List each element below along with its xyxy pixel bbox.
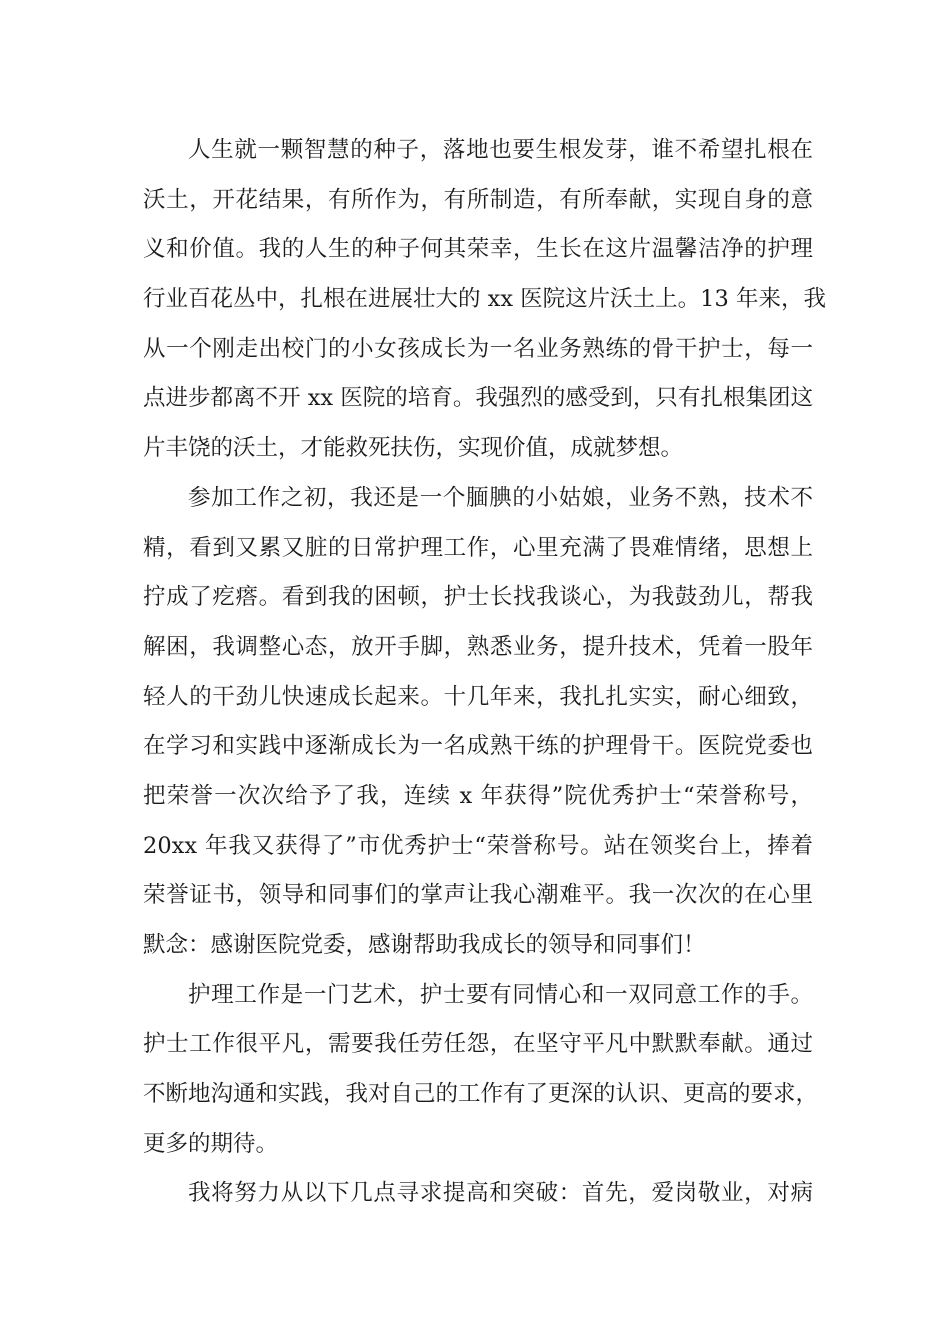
text-line: 参加工作之初，我还是一个腼腆的小姑娘，业务不熟，技术不 xyxy=(188,484,813,511)
paragraph xyxy=(143,474,813,971)
text-line: 在学习和实践中逐渐成长为一名成熟干练的护理骨干。医院党委也 xyxy=(143,733,813,760)
text-line: 点进步都离不开 xx 医院的培育。我强烈的感受到，只有扎根集团这 xyxy=(143,385,813,412)
text-line: 不断地沟通和实践，我对自己的工作有了更深的认识、更高的要求， xyxy=(143,1081,819,1108)
text-line: 20xx 年我又获得了”市优秀护士“荣誉称号。站在领奖台上，捧着 xyxy=(143,832,813,859)
text-line: 精，看到又累又脏的日常护理工作，心里充满了畏难情绪，思想上 xyxy=(143,534,813,561)
text-line: 把荣誉一次次给予了我，连续 x 年获得”院优秀护士“荣誉称号， xyxy=(143,782,813,809)
paragraph xyxy=(143,971,819,1170)
paragraph xyxy=(143,126,826,474)
text-line: 轻人的干劲儿快速成长起来。十几年来，我扎扎实实，耐心细致， xyxy=(143,683,813,710)
text-line: 默念：感谢医院党委，感谢帮助我成长的领导和同事们！ xyxy=(143,932,706,958)
text-line: 我将努力从以下几点寻求提高和突破：首先，爱岗敬业，对病 xyxy=(188,1180,813,1207)
paragraph xyxy=(143,1169,813,1219)
text-line: 片丰饶的沃土，才能救死扶伤，实现价值，成就梦想。 xyxy=(143,435,684,462)
text-line: 护士工作很平凡，需要我任劳任怨，在坚守平凡中默默奉献。通过 xyxy=(143,1031,813,1058)
text-line: 解困，我调整心态，放开手脚，熟悉业务，提升技术，凭着一股年 xyxy=(143,633,813,660)
text-line: 护理工作是一门艺术，护士要有同情心和一双同意工作的手。 xyxy=(188,981,813,1008)
document-body xyxy=(143,126,826,1219)
text-line: 义和价值。我的人生的种子何其荣幸，生长在这片温馨洁净的护理 xyxy=(143,236,813,263)
text-line: 荣誉证书，领导和同事们的掌声让我心潮难平。我一次次的在心里 xyxy=(143,882,813,909)
text-line: 人生就一颗智慧的种子，落地也要生根发芽，谁不希望扎根在 xyxy=(188,137,813,163)
text-line: 沃土，开花结果，有所作为，有所制造，有所奉献，实现自身的意 xyxy=(143,186,813,213)
text-line: 从一个刚走出校门的小女孩成长为一名业务熟练的骨干护士，每一 xyxy=(143,335,813,362)
text-line: 更多的期待。 xyxy=(143,1130,279,1157)
text-line: 拧成了疙瘩。看到我的困顿，护士长找我谈心，为我鼓劲儿，帮我 xyxy=(143,584,813,611)
text-line: 行业百花丛中，扎根在进展壮大的 xx 医院这片沃土上。13 年来，我 xyxy=(143,286,826,313)
